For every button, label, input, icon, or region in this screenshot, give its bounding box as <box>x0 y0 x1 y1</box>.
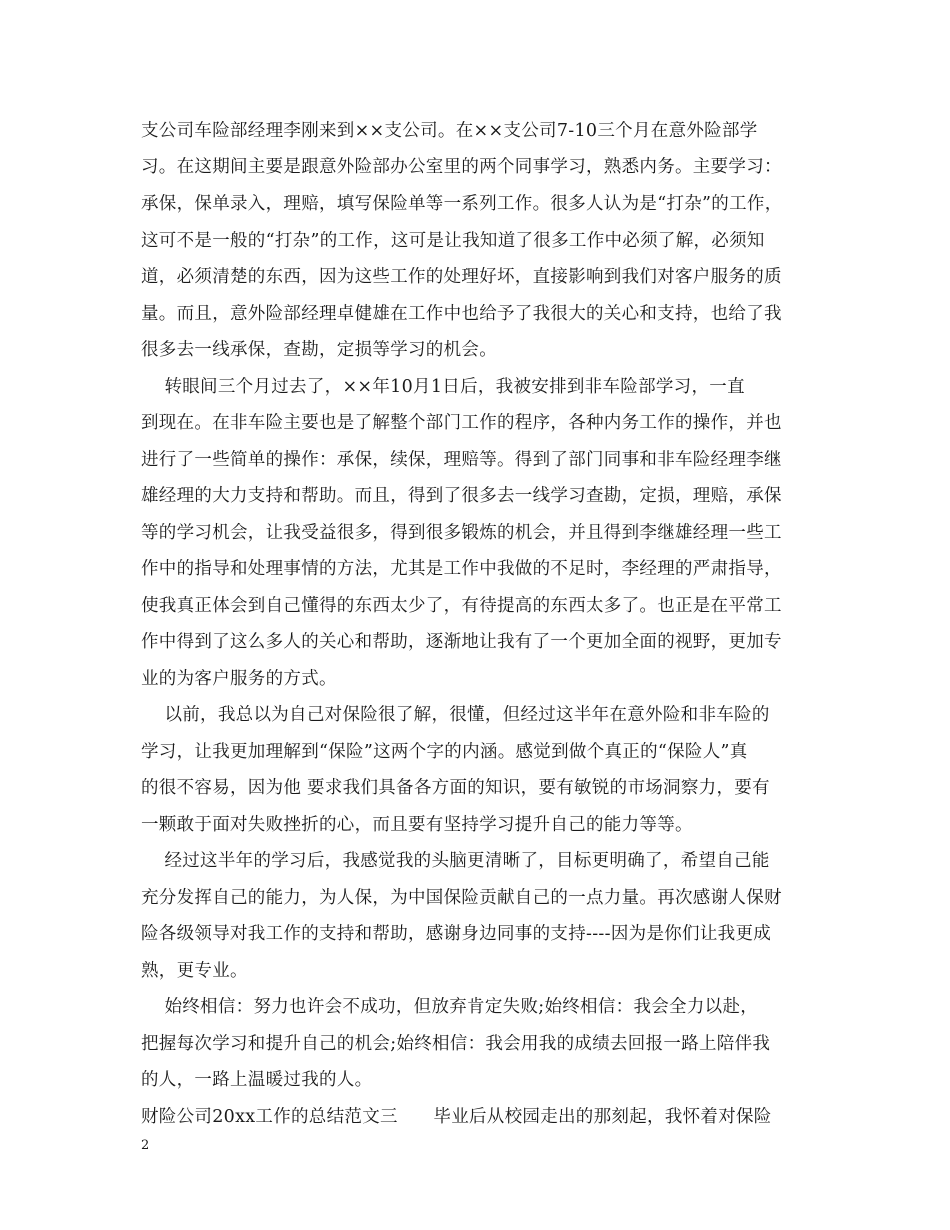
text-line: 这可不是一般的“打杂”的工作，这可是让我知道了很多工作中必须了解，必须知 <box>141 231 765 251</box>
text-line: 的人，一路上温暖过我的人。 <box>141 1070 373 1090</box>
text-line: 很多去一线承保，查勘，定损等学习的机会。 <box>141 340 497 360</box>
text-line: 量。而且，意外险部经理卓健雄在工作中也给予了我很大的关心和支持，也给了我 <box>141 304 782 324</box>
text-line: 把握每次学习和提升自己的机会;始终相信：我会用我的成绩去回报一路上陪伴我 <box>141 1034 771 1054</box>
text-line: 使我真正体会到自己懂得的东西太少了，有待提高的东西太多了。也正是在平常工 <box>141 596 782 616</box>
text-line: 始终相信：努力也许会不成功，但放弃肯定失败;始终相信：我会全力以赴， <box>141 997 759 1017</box>
text-line: 习。在这期间主要是跟意外险部办公室里的两个同事学习，熟悉内务。主要学习： <box>141 157 782 177</box>
text-line: 到现在。在非车险主要也是了解整个部门工作的程序，各种内务工作的操作，并也 <box>141 413 782 433</box>
text-line: 以前，我总以为自己对保险很了解，很懂，但经过这半年在意外险和非车险的 <box>141 705 770 725</box>
text-line: 一颗敢于面对失败挫折的心，而且要有坚持学习提升自己的能力等等。 <box>141 815 693 835</box>
text-line: 作中得到了这么多人的关心和帮助，逐渐地让我有了一个更加全面的视野，更加专 <box>141 632 782 652</box>
text-line: 承保，保单录入，理赔，填写保险单等一系列工作。很多人认为是“打杂”的工作， <box>141 194 783 214</box>
text-line: 充分发挥自己的能力，为人保，为中国保险贡献自己的一点力量。再次感谢人保财 <box>141 888 782 908</box>
heading-line: 财险公司20xx工作的总结范文三 毕业后从校园走出的那刻起，我怀着对保险 <box>141 1107 772 1127</box>
text-line: 的很不容易，因为他 要求我们具备各方面的知识，要有敏锐的市场洞察力，要有 <box>141 778 770 798</box>
text-line: 熟，更专业。 <box>141 961 248 981</box>
text-line: 支公司车险部经理李刚来到××支公司。在××支公司7-10三个月在意外险部学 <box>141 121 758 141</box>
text-line: 险各级领导对我工作的支持和帮助，感谢身边同事的支持----因为是你们让我更成 <box>141 924 772 944</box>
text-line: 转眼间三个月过去了，××年10月1日后，我被安排到非车险部学习，一直 <box>141 377 745 397</box>
text-line: 作中的指导和处理事情的方法，尤其是工作中我做的不足时，李经理的严肃指导， <box>141 559 782 579</box>
page-number: 2 <box>141 1138 150 1153</box>
text-line: 雄经理的大力支持和帮助。而且，得到了很多去一线学习查勘，定损，理赔，承保 <box>141 486 782 506</box>
text-line: 学习，让我更加理解到“保险”这两个字的内涵。感觉到做个真正的“保险人”真 <box>141 742 748 762</box>
text-line: 进行了一些简单的操作：承保，续保，理赔等。得到了部门同事和非车险经理李继 <box>141 450 782 470</box>
text-line: 业的为客户服务的方式。 <box>141 669 337 689</box>
text-line: 道，必须清楚的东西，因为这些工作的处理好坏，直接影响到我们对客户服务的质 <box>141 267 782 287</box>
text-line: 等的学习机会，让我受益很多，得到很多锻炼的机会，并且得到李继雄经理一些工 <box>141 523 782 543</box>
text-line: 经过这半年的学习后，我感觉我的头脑更清晰了，目标更明确了，希望自己能 <box>141 851 770 871</box>
